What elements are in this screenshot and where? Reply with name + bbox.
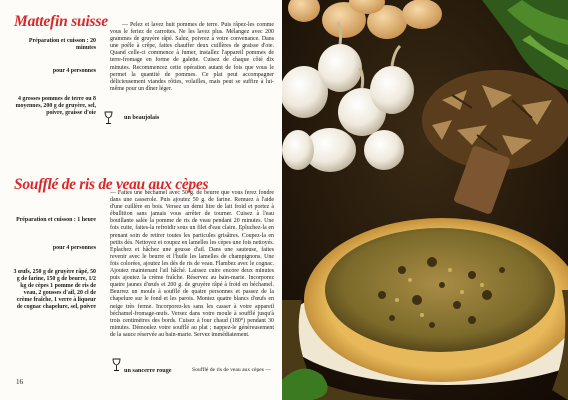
page-number: 16	[16, 378, 23, 386]
servings: pour 4 personnes	[52, 68, 96, 74]
ingredients: 3 œufs, 250 g de gruyère râpé, 50 g de farine, 150 g de beurre, 1/2 kg de cèpes 1 pomme de ris de veau, 2 gousses d'ail, 20 cl de crème fraîche, 1 verre à liqueur de cognac chapelure, sel, poivre	[13, 269, 96, 310]
food-photo	[282, 0, 568, 400]
wine-pairing: un beaujolais	[124, 114, 160, 121]
recipe-title-souffle: Soufflé de ris de veau aux cèpes	[14, 176, 209, 193]
photo-caption: Soufflé de ris de veau aux cèpes —	[192, 367, 271, 373]
prep-time: Préparation et cuisson : 1 heure	[16, 217, 96, 223]
recipe-instructions: — Pelez et lavez huit pommes de terre. Puis râpez-les comme vous le feriez de carrottes. Ne les lavez plus. Mélangez avec 200 grammes de gruyère râpé. Salez, poivrez à votre convenance. Dans une poêle à crêpe, faites chauffer deux cuillères de graisse d'oie. Quand celle-ci commence à fumer, installez l'appareil pommes de terre-fromage en forme de galette. Cuisez de chaque côté dix minutes. Recommencez cette opération autant de fois que vous le permet la quantité de pommes. Ce plat peut accompagner délicieusement viandes rôties, volailles, mais peut se suffire à lui-même pour un dîner léger.	[110, 22, 274, 92]
recipe-page	[0, 0, 282, 400]
wine-glass-icon	[112, 358, 121, 372]
recipe-instructions: — Faites une béchamel avec 50 g. de beurre que vous ferez fondre dans une casserole. Puis ajoutez 50 g. de farine. Remuez à l'aide d'une cuillère en bois. Versez un demi litre de lait froid et portez à ébullition sans jamais vous arrêter de tourner. Cuisez à l'eau bouillante salée la pomme de ris de veau pendant 20 minutes. Une fois cuite, faites-la refroidir sous un filet d'eau claire. Epluchez-la en prenant soin de retirer toutes les particules grisâtres. Coupez-la en petits dés. Nettoyez et coupez en lamelles les cèpes une fois nettoyés. Eplachez et hâchez une gousse d'ail. Dans une sauteuse, faites revenir avec le beurre et l'huile les lamelles de champignons. Une fois colorées, ajoutez les dés de ris de veau. Flambez avec le cognac. Ajoutez maintenant l'ail hâché. Laissez cuire encore deux minutes puis ajoutez la crème fraîche. Réservez au bain-marie. Incorporez quatre jaunes d'œufs et 200 g. de gruyère râpé à froid en béchamel. Beurrez un moule à soufflé de quatre personnes et passez de la chapelure sur le fond et les parois. Montez quatre blancs d'œufs en neige très ferme. Incorporez-les sans les casser à votre appareil béchamel-fromage-œufs. Versez dans votre moule à soufflé jusqu'à trois centimètres des bords. Cuisez à four chaud (180°) pendant 30 minutes. Démoulez votre soufflé au plat ; nappez-le généreusement de la sauce réservée au bain-marie. Servez immédiatement.	[110, 190, 274, 338]
wine-pairing: un sancerre rouge	[124, 367, 172, 374]
recipe-title-mattefin: Mattefin suisse	[14, 13, 108, 30]
prep-time: Préparation et cuisson : 20 minutes	[28, 38, 96, 51]
ingredients: 4 grosses pommes de terre ou 8 moyennes, 200 g de gruyère, sel, poivre, graisse d'oie	[15, 96, 96, 116]
servings: pour 4 personnes	[52, 245, 96, 251]
wine-glass-icon	[104, 111, 113, 125]
